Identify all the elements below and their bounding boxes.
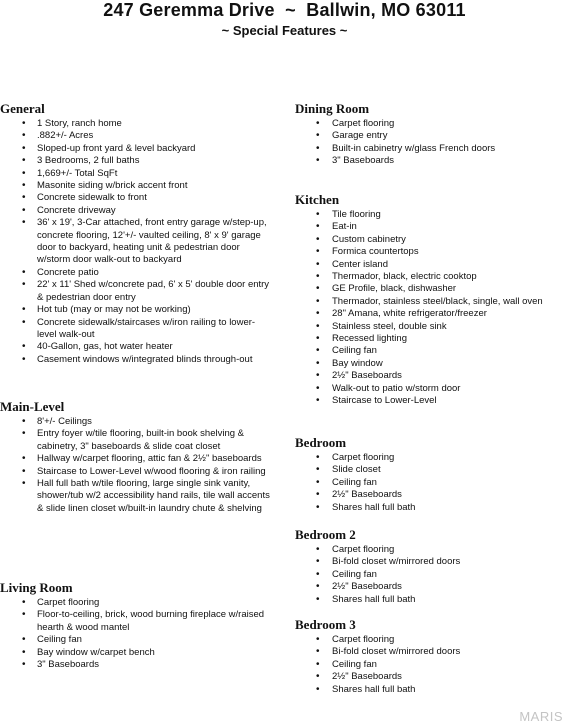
feature-item: • Concrete patio	[0, 267, 270, 279]
feature-item: • 1 Story, ranch home	[0, 118, 270, 130]
section-bedroom	[295, 435, 567, 514]
feature-item: • Slide closet	[295, 464, 567, 476]
feature-item: • Concrete driveway	[0, 205, 270, 217]
feature-item: • Eat-in	[295, 221, 567, 233]
feature-item: • Shares hall full bath	[295, 684, 567, 696]
page-subtitle: ~ Special Features ~	[221, 23, 348, 38]
feature-item: • 2½" Baseboards	[295, 370, 567, 382]
feature-item: • Hallway w/carpet flooring, attic fan & 2½" baseboards	[0, 453, 270, 465]
section-living-room	[0, 580, 270, 671]
section-bedroom-3	[295, 617, 567, 696]
feature-item: • Shares hall full bath	[295, 594, 567, 606]
feature-item: • .882+/- Acres	[0, 130, 270, 142]
feature-item: • 3" Baseboards	[295, 155, 567, 167]
section-heading: Kitchen	[295, 192, 340, 207]
feature-item: • GE Profile, black, dishwasher	[295, 283, 567, 295]
feature-item: • Recessed lighting	[295, 333, 567, 345]
section-heading: Bedroom 3	[295, 617, 356, 632]
feature-item: • Bi-fold closet w/mirrored doors	[295, 556, 567, 568]
feature-list	[0, 597, 270, 671]
feature-item: • Carpet flooring	[0, 597, 270, 609]
feature-item: • Bay window	[295, 358, 567, 370]
feature-item: • Stainless steel, double sink	[295, 321, 567, 333]
feature-item: • 3" Baseboards	[0, 659, 270, 671]
feature-item: • Staircase to Lower-Level	[295, 395, 567, 407]
feature-item: • 40-Gallon, gas, hot water heater	[0, 341, 270, 353]
feature-item: • Ceiling fan	[295, 659, 567, 671]
watermark-logo: MARIS	[519, 709, 563, 724]
feature-item: • Center island	[295, 259, 567, 271]
feature-list	[295, 452, 567, 514]
feature-item: • Tile flooring	[295, 209, 567, 221]
feature-list	[295, 118, 567, 168]
feature-list	[295, 209, 567, 408]
feature-item: • 1,669+/- Total SqFt	[0, 168, 270, 180]
feature-item: • Thermador, black, electric cooktop	[295, 271, 567, 283]
section-heading: Main-Level	[0, 399, 65, 414]
feature-item: • 2½" Baseboards	[295, 581, 567, 593]
feature-item: • Ceiling fan	[295, 477, 567, 489]
feature-item: • Floor-to-ceiling, brick, wood burning fireplace w/raised hearth & wood mantel	[0, 609, 270, 634]
section-bedroom-2	[295, 527, 567, 606]
section-dining-room	[295, 101, 567, 168]
feature-item: • Concrete sidewalk/staircases w/iron railing to lower-level walk-out	[0, 317, 270, 342]
feature-item: • 22' x 11' Shed w/concrete pad, 6' x 5' double door entry & pedestrian door entry	[0, 279, 270, 304]
feature-item: • 28" Amana, white refrigerator/freezer	[295, 308, 567, 320]
feature-item: • 8'+/- Ceilings	[0, 416, 270, 428]
feature-item: • Entry foyer w/tile flooring, built-in book shelving & cabinetry, 3" baseboards & slide coat closet	[0, 428, 270, 453]
feature-item: • Bay window w/carpet bench	[0, 647, 270, 659]
section-general	[0, 101, 270, 366]
feature-item: • Ceiling fan	[295, 569, 567, 581]
section-kitchen	[295, 192, 567, 408]
feature-item: • Formica countertops	[295, 246, 567, 258]
feature-list	[295, 634, 567, 696]
feature-item: • Hall full bath w/tile flooring, large single sink vanity, shower/tub w/2 accessibility hand rails, tile wall accents & slide linen closet w/built-in laundry chute & shelving	[0, 478, 270, 515]
feature-item: • Walk-out to patio w/storm door	[295, 383, 567, 395]
feature-item: • Bi-fold closet w/mirrored doors	[295, 646, 567, 658]
feature-list	[0, 118, 270, 366]
feature-item: • Carpet flooring	[295, 118, 567, 130]
section-main-level	[0, 399, 270, 515]
page-title: 247 Geremma Drive ~ Ballwin, MO 63011	[103, 0, 466, 20]
feature-item: • Built-in cabinetry w/glass French doors	[295, 143, 567, 155]
section-heading: Dining Room	[295, 101, 370, 116]
feature-item: • Staircase to Lower-Level w/wood flooring & iron railing	[0, 466, 270, 478]
feature-item: • 3 Bedrooms, 2 full baths	[0, 155, 270, 167]
feature-item: • Custom cabinetry	[295, 234, 567, 246]
feature-list	[295, 544, 567, 606]
feature-item: • Concrete sidewalk to front	[0, 192, 270, 204]
feature-item: • Masonite siding w/brick accent front	[0, 180, 270, 192]
section-heading: General	[0, 101, 45, 116]
feature-item: • Garage entry	[295, 130, 567, 142]
feature-item: • Carpet flooring	[295, 544, 567, 556]
feature-item: • 2½" Baseboards	[295, 489, 567, 501]
feature-item: • Shares hall full bath	[295, 502, 567, 514]
section-heading: Bedroom 2	[295, 527, 356, 542]
feature-list	[0, 416, 270, 515]
section-heading: Bedroom	[295, 435, 347, 450]
feature-item: • Ceiling fan	[0, 634, 270, 646]
feature-item: • 2½" Baseboards	[295, 671, 567, 683]
feature-item: • Carpet flooring	[295, 634, 567, 646]
section-heading: Living Room	[0, 580, 73, 595]
feature-item: • 36' x 19', 3-Car attached, front entry garage w/step-up, concrete flooring, 12'+/- vaulted ceiling, 8' x 9' garage door to backyard, heating unit & pedestrian door w/storm door walk-out to backyard	[0, 217, 270, 267]
feature-item: • Casement windows w/integrated blinds through-out	[0, 354, 270, 366]
feature-item: • Carpet flooring	[295, 452, 567, 464]
feature-item: • Ceiling fan	[295, 345, 567, 357]
feature-item: • Thermador, stainless steel/black, single, wall oven	[295, 296, 567, 308]
feature-item: • Hot tub (may or may not be working)	[0, 304, 270, 316]
feature-item: • Sloped-up front yard & level backyard	[0, 143, 270, 155]
